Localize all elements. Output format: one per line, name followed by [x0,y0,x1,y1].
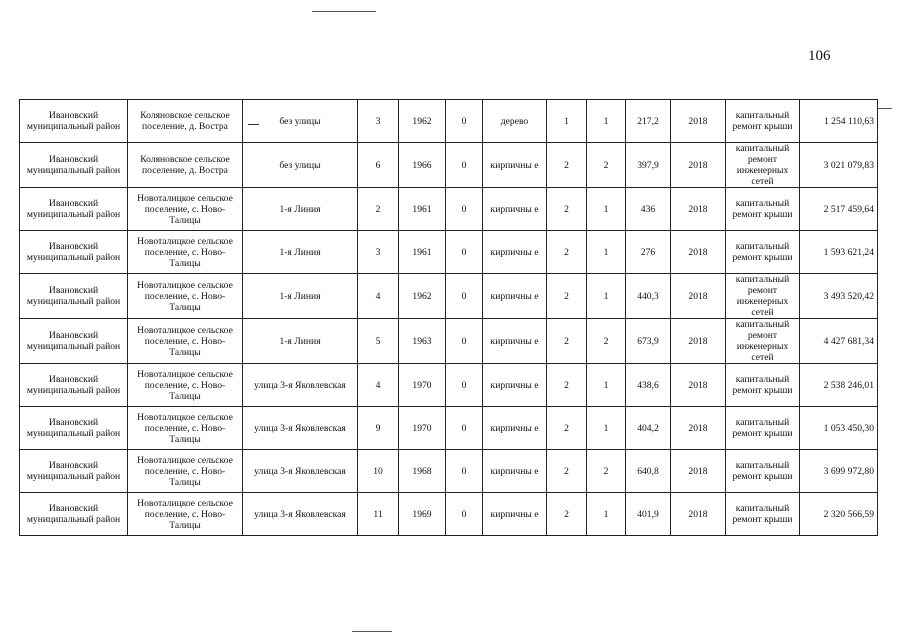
entrances-cell: 2 [587,319,626,364]
wall-material-cell: кирпичны е [483,319,547,364]
street-cell: улица 3-я Яковлевская [243,407,358,450]
table-row [20,231,878,274]
floors-cell: 2 [547,407,587,450]
area-cell: 276 [626,231,671,274]
zero-cell: 0 [446,100,483,143]
street-cell: 1-я Линия [243,231,358,274]
settlement-cell: Новоталицкое сельское поселение, с. Ново-Талицы [128,493,243,536]
cost-cell: 2 320 566,59 [800,493,878,536]
floors-cell: 2 [547,231,587,274]
plan-year-cell: 2018 [671,407,726,450]
wall-material-cell: кирпичны е [483,188,547,231]
cost-cell: 2 517 459,64 [800,188,878,231]
floors-cell: 2 [547,274,587,319]
district-cell: Ивановский муниципальный район [20,143,128,188]
cost-cell: 3 021 079,83 [800,143,878,188]
work-type-cell: капитальный ремонт крыши [726,188,800,231]
work-type-cell: капитальный ремонт крыши [726,100,800,143]
zero-cell: 0 [446,143,483,188]
house-number-cell: 3 [358,100,399,143]
house-number-cell: 10 [358,450,399,493]
work-type-cell: капитальный ремонт крыши [726,407,800,450]
entrances-cell: 1 [587,100,626,143]
settlement-cell: Новоталицкое сельское поселение, с. Ново-Талицы [128,274,243,319]
entrances-cell: 2 [587,450,626,493]
district-cell: Ивановский муниципальный район [20,450,128,493]
plan-year-cell: 2018 [671,364,726,407]
house-number-cell: 9 [358,407,399,450]
table-row [20,364,878,407]
work-type-cell: капитальный ремонт крыши [726,231,800,274]
table-row [20,188,878,231]
zero-cell: 0 [446,231,483,274]
district-cell: Ивановский муниципальный район [20,100,128,143]
table-row [20,493,878,536]
build-year-cell: 1969 [399,493,446,536]
area-cell: 640,8 [626,450,671,493]
district-cell: Ивановский муниципальный район [20,231,128,274]
house-number-cell: 4 [358,274,399,319]
cost-cell: 1 053 450,30 [800,407,878,450]
work-type-cell: капитальный ремонт крыши [726,450,800,493]
settlement-cell: Новоталицкое сельское поселение, с. Ново-Талицы [128,364,243,407]
table-body [20,100,878,536]
house-number-cell: 5 [358,319,399,364]
entrances-cell: 1 [587,364,626,407]
entrances-cell: 2 [587,143,626,188]
district-cell: Ивановский муниципальный район [20,364,128,407]
street-cell: 1-я Линия [243,188,358,231]
settlement-cell: Новоталицкое сельское поселение, с. Ново-Талицы [128,450,243,493]
wall-material-cell: кирпичны е [483,143,547,188]
build-year-cell: 1970 [399,407,446,450]
house-number-cell: 3 [358,231,399,274]
settlement-cell: Новоталицкое сельское поселение, с. Ново-Талицы [128,188,243,231]
street-cell: без улицы [243,143,358,188]
street-cell: улица 3-я Яковлевская [243,364,358,407]
scan-artifact-bottom [352,631,392,632]
plan-year-cell: 2018 [671,493,726,536]
area-cell: 438,6 [626,364,671,407]
zero-cell: 0 [446,188,483,231]
build-year-cell: 1966 [399,143,446,188]
house-number-cell: 11 [358,493,399,536]
work-type-cell: капитальный ремонт крыши [726,493,800,536]
entrances-cell: 1 [587,274,626,319]
wall-material-cell: кирпичны е [483,231,547,274]
house-number-cell: 2 [358,188,399,231]
table-row [20,319,878,364]
wall-material-cell: кирпичны е [483,364,547,407]
settlement-cell: Новоталицкое сельское поселение, с. Ново-Талицы [128,231,243,274]
house-number-cell: 6 [358,143,399,188]
scan-artifact-top [312,11,376,12]
settlement-cell: Новоталицкое сельское поселение, с. Ново-Талицы [128,319,243,364]
table-row [20,407,878,450]
zero-cell: 0 [446,274,483,319]
plan-year-cell: 2018 [671,450,726,493]
area-cell: 217,2 [626,100,671,143]
area-cell: 436 [626,188,671,231]
street-cell: без улицы [243,100,358,143]
cost-cell: 1 254 110,63 [800,100,878,143]
cost-cell: 1 593 621,24 [800,231,878,274]
table-row [20,100,878,143]
build-year-cell: 1961 [399,231,446,274]
wall-material-cell: кирпичны е [483,407,547,450]
street-cell: улица 3-я Яковлевская [243,450,358,493]
area-cell: 397,9 [626,143,671,188]
plan-year-cell: 2018 [671,319,726,364]
area-cell: 401,9 [626,493,671,536]
street-dash [248,124,259,125]
settlement-cell: Коляновское сельское поселение, д. Востра [128,100,243,143]
wall-material-cell: кирпичны е [483,493,547,536]
floors-cell: 2 [547,188,587,231]
floors-cell: 2 [547,143,587,188]
wall-material-cell: кирпичны е [483,274,547,319]
street-cell: 1-я Линия [243,274,358,319]
zero-cell: 0 [446,364,483,407]
plan-year-cell: 2018 [671,143,726,188]
district-cell: Ивановский муниципальный район [20,188,128,231]
page-number: 106 [808,48,831,64]
floors-cell: 2 [547,450,587,493]
wall-material-cell: кирпичны е [483,450,547,493]
build-year-cell: 1961 [399,188,446,231]
build-year-cell: 1962 [399,274,446,319]
work-type-cell: капитальный ремонт крыши [726,364,800,407]
zero-cell: 0 [446,407,483,450]
cost-cell: 4 427 681,34 [800,319,878,364]
build-year-cell: 1963 [399,319,446,364]
district-cell: Ивановский муниципальный район [20,274,128,319]
work-type-cell: капитальный ремонт инженерных сетей [726,319,800,364]
zero-cell: 0 [446,319,483,364]
table-row [20,274,878,319]
floors-cell: 2 [547,493,587,536]
work-type-cell: капитальный ремонт инженерных сетей [726,274,800,319]
cost-cell: 3 493 520,42 [800,274,878,319]
settlement-cell: Новоталицкое сельское поселение, с. Ново-Талицы [128,407,243,450]
district-cell: Ивановский муниципальный район [20,319,128,364]
zero-cell: 0 [446,493,483,536]
cost-cell: 3 699 972,80 [800,450,878,493]
street-cell: 1-я Линия [243,319,358,364]
street-cell: улица 3-я Яковлевская [243,493,358,536]
area-cell: 673,9 [626,319,671,364]
area-cell: 404,2 [626,407,671,450]
entrances-cell: 1 [587,231,626,274]
entrances-cell: 1 [587,407,626,450]
floors-cell: 1 [547,100,587,143]
table-row [20,450,878,493]
plan-year-cell: 2018 [671,231,726,274]
table-row [20,143,878,188]
plan-year-cell: 2018 [671,274,726,319]
build-year-cell: 1968 [399,450,446,493]
area-cell: 440,3 [626,274,671,319]
entrances-cell: 1 [587,188,626,231]
district-cell: Ивановский муниципальный район [20,407,128,450]
plan-year-cell: 2018 [671,188,726,231]
plan-year-cell: 2018 [671,100,726,143]
floors-cell: 2 [547,364,587,407]
floors-cell: 2 [547,319,587,364]
settlement-cell: Коляновское сельское поселение, д. Востра [128,143,243,188]
housing-repair-table [19,99,878,536]
district-cell: Ивановский муниципальный район [20,493,128,536]
cost-cell: 2 538 246,01 [800,364,878,407]
entrances-cell: 1 [587,493,626,536]
scan-artifact-right [878,108,892,109]
house-number-cell: 4 [358,364,399,407]
build-year-cell: 1962 [399,100,446,143]
work-type-cell: капитальный ремонт инженерных сетей [726,143,800,188]
wall-material-cell: дерево [483,100,547,143]
zero-cell: 0 [446,450,483,493]
build-year-cell: 1970 [399,364,446,407]
